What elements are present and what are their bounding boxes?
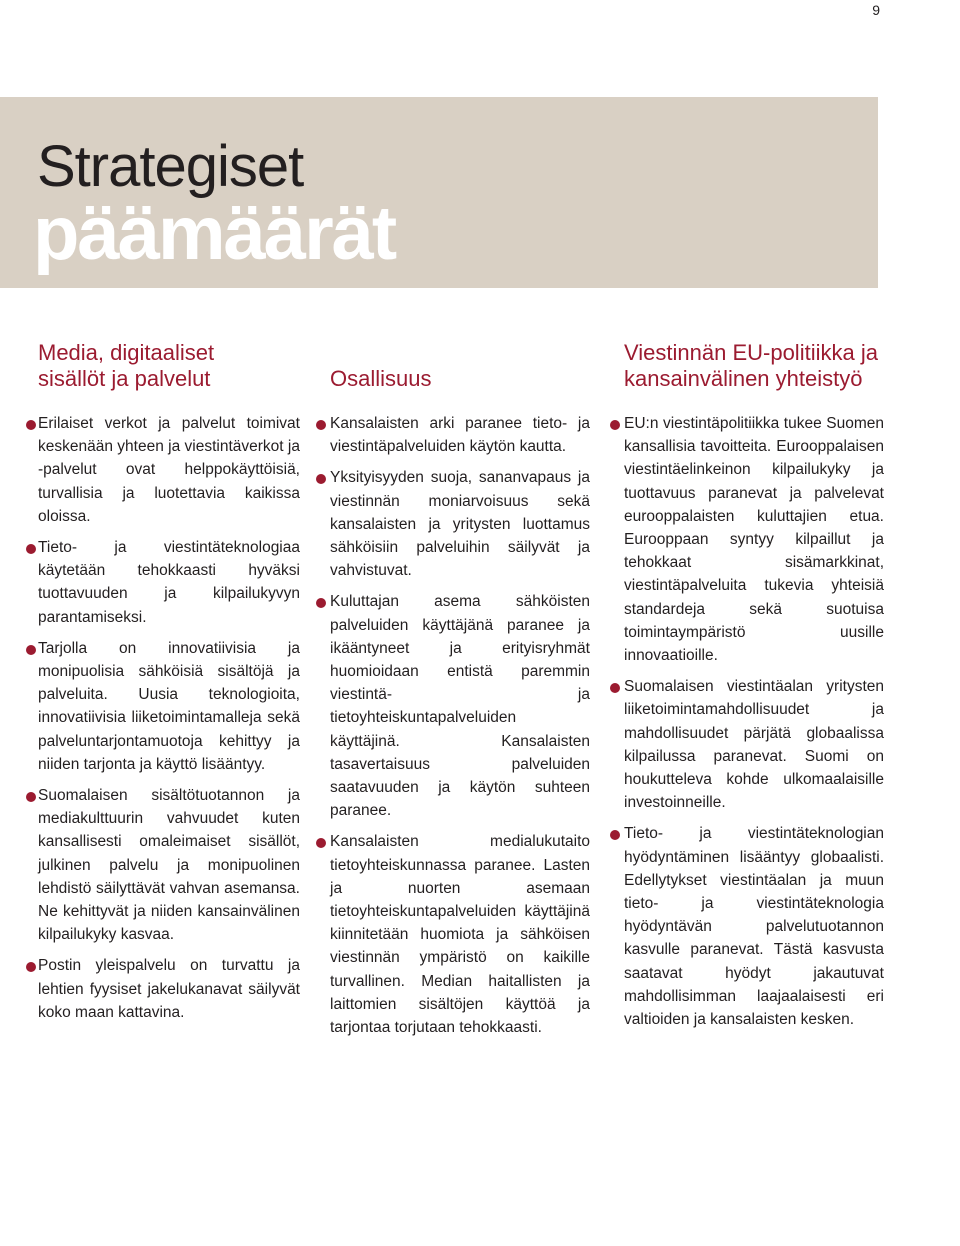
list-item-text: Suomalaisen sisältötuotannon ja mediakulttuurin vahvuudet kuten kansallisesti omaleimaiset sisällöt, julkinen palvelu ja monipuolinen lehdistö säilyttävät vahvan asemansa. Ne kehittyvät ja niiden kansainvälinen kilpailukyky kasvaa. — [38, 787, 300, 944]
list-item-text: EU:n viestintäpolitiikka tukee Suomen kansallisia tavoitteita. Eurooppalaisen viestintäelinkeinon kilpailukyky ja tuottavuus paranevat ja palvelevat eurooppalaisten kuluttajien etua. Eurooppaan syntyy kilpaillut ja tehokkaat sisämarkkinat, viestintäpalveluita tukevia yhteisiä standardeja sekä suotuisa toimintaympäristö uusille innovaatioille. — [624, 415, 884, 665]
list-item-text: Kansalaisten medialukutaito tietoyhteiskunnassa paranee. Lasten ja nuorten asemaan tietoyhteiskuntapalveluiden käyttäjinä kiinnitetään huomiota ja sähköisen viestinnän ympäristö on kaikille turvallinen. Median haitallisten ja laittomien sisältöjen käyttöä ja tarjontaa torjutaan tehokkaasti. — [330, 833, 590, 1037]
bullet-icon — [26, 420, 36, 430]
column-heading — [330, 336, 590, 392]
list-item — [624, 822, 884, 1031]
list-item-text: Tarjolla on innovatiivisia ja monipuolisia sähköisiä sisältöjä ja palveluita. Uusia teknologioita, innovatiivisia liiketoimintamalleja sekä palveluntarjontamuotoja kehittyy ja niiden tarjonta ja käyttö lisääntyy. — [38, 639, 300, 773]
bullet-icon — [610, 830, 620, 840]
column-heading — [38, 336, 300, 392]
list-item-text: Kansalaisten arki paranee tieto- ja viestintäpalveluiden käytön kautta. — [330, 415, 590, 456]
column-media — [38, 336, 300, 1032]
list-item — [624, 412, 884, 667]
column-osallisuus — [330, 336, 590, 1047]
column-heading-line: Viestinnän EU-politiikka ja — [624, 340, 878, 365]
list-item-text: Kuluttajan asema sähköisten palveluiden käyttäjänä paranee ja ikääntyneet ja erityisryhmät huomioidaan entistä paremmin viestintä- ja tietoyhteiskuntapalveluiden käyttäjinä. Kansalaisten tasavertaisuus palveluiden saatavuuden ja käytön suhteen paranee. — [330, 593, 590, 820]
list-item — [330, 466, 590, 582]
page-title-line1: Strategiset — [37, 134, 304, 199]
list-item — [330, 830, 590, 1039]
bullet-icon — [610, 420, 620, 430]
list-item — [38, 412, 300, 528]
list-item-text: Tieto- ja viestintäteknologian hyödyntäminen lisääntyy globaalisti. Edellytykset viestintäalan ja muun tieto- ja viestintäteknologia hyödyntävän palvelutuotannon kasvulle paranevat. Tästä kasvusta saatavat hyödyt jakautuvat mahdollisimman laajaalaisesti eri valtioiden ja kansalaisten kesken. — [624, 825, 884, 1029]
list-item — [38, 784, 300, 946]
list-item — [38, 637, 300, 776]
bullet-list — [624, 412, 884, 1031]
bullet-list — [330, 412, 590, 1039]
column-eu-politiikka — [624, 336, 884, 1039]
list-item-text: Suomalaisen viestintäalan yritysten liiketoimintamahdollisuudet ja mahdollisuudet pärjätä globaalissa kilpailussa paranevat. Suomi on houkutteleva kohde ulkomaalaisille investoinneille. — [624, 678, 884, 812]
column-heading-line: Osallisuus — [330, 366, 432, 391]
bullet-list — [38, 412, 300, 1024]
bullet-icon — [26, 645, 36, 655]
column-heading — [624, 336, 884, 392]
bullet-icon — [316, 474, 326, 484]
list-item — [624, 675, 884, 814]
column-heading-line: kansainvälinen yhteistyö — [624, 366, 863, 391]
column-heading-line: Media, digitaaliset — [38, 340, 215, 365]
bullet-icon — [316, 838, 326, 848]
list-item-text: Tieto- ja viestintäteknologiaa käytetään tehokkaasti hyväksi tuottavuuden ja kilpailukyvyn parantamiseksi. — [38, 539, 300, 626]
page-title-line2: päämäärät — [33, 191, 396, 276]
list-item-text: Postin yleispalvelu on turvattu ja lehtien fyysiset jakelukanavat säilyvät koko maan kattavina. — [38, 957, 300, 1021]
page-number: 9 — [872, 2, 880, 18]
list-item-text: Erilaiset verkot ja palvelut toimivat keskenään yhteen ja viestintäverkot ja -palvelut ovat helppokäyttöisiä, turvallisia ja luotettavia kaikissa oloissa. — [38, 415, 300, 525]
list-item — [38, 536, 300, 629]
list-item-text: Yksityisyyden suoja, sananvapaus ja viestinnän moniarvoisuus sekä kansalaisten ja yritysten luottamus sähköisiin palveluihin säilyvät ja vahvistuvat. — [330, 469, 590, 580]
bullet-icon — [26, 792, 36, 802]
list-item — [330, 590, 590, 822]
bullet-icon — [26, 544, 36, 554]
bullet-icon — [610, 683, 620, 693]
bullet-icon — [316, 420, 326, 430]
column-heading-line: sisällöt ja palvelut — [38, 366, 211, 391]
bullet-icon — [316, 598, 326, 608]
bullet-icon — [26, 962, 36, 972]
list-item — [38, 954, 300, 1024]
list-item — [330, 412, 590, 458]
